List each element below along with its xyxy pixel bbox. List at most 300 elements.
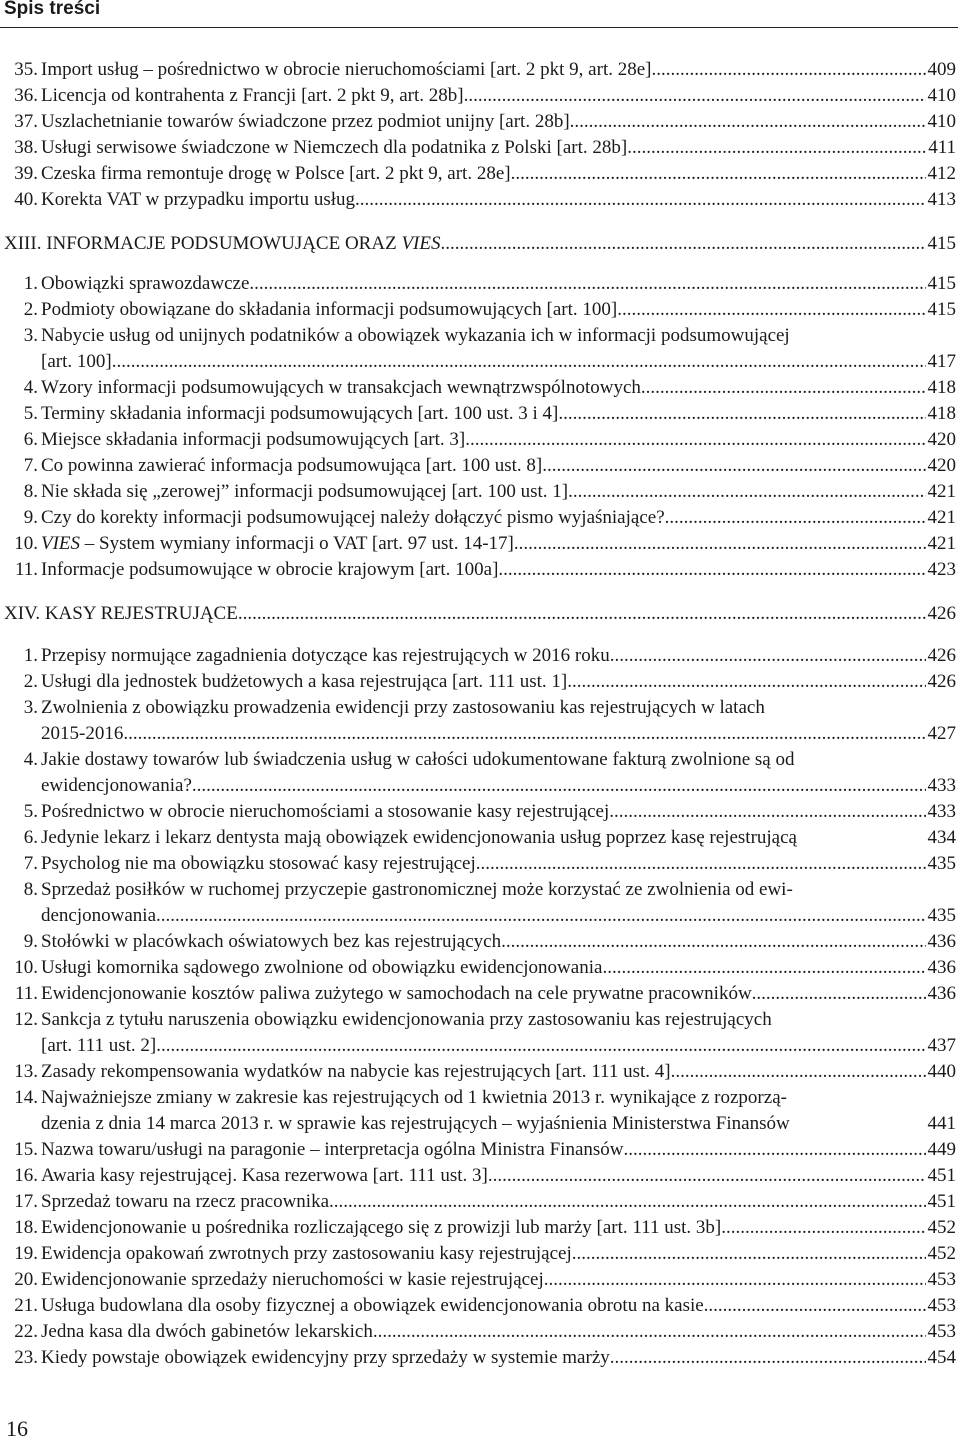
toc-page-number: 436 [927, 931, 956, 952]
toc-entry-title-text: Miejsce składania informacji podsumowujących [art. 3] [41, 429, 466, 450]
toc-entry[interactable] [0, 1189, 956, 1215]
toc-entry-body [41, 1111, 956, 1137]
toc-entry-number: 10. [14, 957, 38, 978]
dot-leader [572, 1241, 926, 1267]
toc-entry-title [41, 669, 567, 695]
toc-entry-title [41, 1215, 721, 1241]
toc-entry-body [41, 1085, 956, 1111]
toc-entry-title-text: ewidencjonowania? [41, 775, 192, 796]
toc-entry-title-text: Uszlachetnianie towarów świadczone przez podmiot unijny [art. 28b] [41, 111, 570, 132]
toc-page-number: 413 [927, 189, 956, 210]
toc-entry[interactable] [0, 773, 956, 799]
toc-entry[interactable] [0, 981, 956, 1007]
toc-entry-body [41, 187, 956, 213]
toc-entry[interactable] [0, 877, 956, 903]
dot-leader [704, 1293, 926, 1319]
toc-entry-number: 5. [23, 403, 38, 424]
toc-page-number: 421 [927, 507, 956, 528]
running-header [0, 0, 958, 28]
toc-entry[interactable] [0, 929, 956, 955]
toc-entry[interactable] [0, 427, 956, 453]
toc-page-number: 415 [927, 273, 956, 294]
toc-entry-number: 40. [14, 189, 38, 210]
leader-spacer [790, 1111, 926, 1137]
toc-entry-number: 14. [14, 1087, 38, 1108]
toc-entry-number: 36. [14, 85, 38, 106]
toc-entry-body [41, 1215, 956, 1241]
toc-entry-title [41, 1059, 671, 1085]
toc-entry-number: 8. [23, 879, 38, 900]
toc-entry-title [41, 505, 665, 531]
toc-entry-body [41, 401, 956, 427]
toc-entry[interactable] [0, 1345, 956, 1371]
toc-entry[interactable] [0, 1293, 956, 1319]
toc-entry-title [41, 877, 793, 903]
toc-page-number: 435 [927, 905, 956, 926]
toc-page-number: 412 [927, 163, 956, 184]
toc-entry-body [41, 1345, 956, 1371]
toc-entry-title [41, 1241, 572, 1267]
toc-entry[interactable] [0, 825, 956, 851]
toc-entry-title [41, 1345, 610, 1371]
toc-entry-title [41, 747, 794, 773]
toc-entry-title [4, 601, 238, 627]
toc-entry-number: 2. [23, 299, 38, 320]
toc-entry-body [41, 773, 956, 799]
toc-entry-title-text: Psycholog nie ma obowiązku stosować kasy rejestrującej [41, 853, 476, 874]
toc-entry-title [41, 453, 542, 479]
toc-entry-title [41, 1033, 156, 1059]
toc-entry-title-text: Nazwa towaru/usługi na paragonie – interpretacja ogólna Ministra Finansów [41, 1139, 624, 1160]
dot-leader [542, 453, 925, 479]
toc-entry-title-text: dencjonowania [41, 905, 157, 926]
dot-leader [721, 1215, 925, 1241]
toc-entry-title [41, 349, 112, 375]
toc-page-number: 426 [927, 671, 956, 692]
toc-entry[interactable] [0, 1033, 956, 1059]
toc-page-number: 410 [927, 85, 956, 106]
toc-entry-title-text: Licencja od kontrahenta z Francji [art. 2 pkt 9, art. 28b] [41, 85, 464, 106]
toc-entry-number: 3. [23, 325, 38, 346]
toc-entry-number: 6. [23, 429, 38, 450]
toc-entry-title [41, 799, 609, 825]
toc-entry[interactable] [0, 1241, 956, 1267]
toc-entry-title-text: Import usług – pośrednictwo w obrocie nieruchomościami [art. 2 pkt 9, art. 28e] [41, 59, 652, 80]
toc-entry[interactable] [0, 375, 956, 401]
dot-leader [610, 1345, 926, 1371]
dot-leader [156, 1033, 925, 1059]
toc-entry-title [41, 83, 464, 109]
toc-entry-number: 7. [23, 853, 38, 874]
dot-leader [476, 851, 926, 877]
toc-page-number: 427 [927, 723, 956, 744]
toc-entry-body [41, 161, 956, 187]
toc-entry-title-text: 2015-2016 [41, 723, 124, 744]
toc-entry-title-text: Najważniejsze zmiany w zakresie kas rejestrujących od 1 kwietnia 2013 r. wynikające z rozporzą- [41, 1087, 787, 1108]
dot-leader [156, 903, 925, 929]
dot-leader [488, 1163, 926, 1189]
dot-leader [192, 773, 926, 799]
toc-entry[interactable] [0, 323, 956, 349]
toc-entry-title-text: Terminy składania informacji podsumowujących [art. 100 ust. 3 i 4] [41, 403, 559, 424]
toc-entry[interactable] [0, 479, 956, 505]
dot-leader [511, 161, 926, 187]
toc-entry-number: 39. [14, 163, 38, 184]
toc-entry-title-text: Jedynie lekarz i lekarz dentysta mają obowiązek ewidencjonowania usług poprzez kasę rejestrującą [41, 827, 797, 848]
toc-entry-body [41, 1007, 956, 1033]
toc-entry-title [41, 135, 627, 161]
toc-entry-title-text: dzenia z dnia 14 marca 2013 r. w sprawie kas rejestrujących – wyjaśnienia Ministerstwa Finansów [41, 1113, 790, 1134]
toc-entry-body [41, 557, 956, 583]
toc-entry-number: 11. [14, 559, 38, 580]
toc-entry[interactable] [0, 161, 956, 187]
toc-entry-body [41, 1267, 956, 1293]
toc-entry-body [4, 231, 956, 257]
toc-entry-body [41, 721, 956, 747]
toc-entry-title-text: Sankcja z tytułu naruszenia obowiązku ewidencjonowania przy zastosowaniu kas rejestrujących [41, 1009, 772, 1030]
toc-entry-title [41, 1293, 704, 1319]
toc-entry-title-text: Awaria kasy rejestrującej. Kasa rezerwowa [art. 111 ust. 3] [41, 1165, 488, 1186]
toc-entry-title-text: XIV. KASY REJESTRUJĄCE [4, 603, 238, 624]
toc-entry[interactable] [0, 187, 956, 213]
toc-entry[interactable] [0, 1007, 956, 1033]
toc-entry-number: 5. [23, 801, 38, 822]
toc-entry[interactable] [0, 903, 956, 929]
dot-leader [329, 1189, 925, 1215]
toc-entry-body [41, 851, 956, 877]
toc-entry-title-text: Przepisy normujące zagadnienia dotyczące kas rejestrujących w 2016 roku [41, 645, 610, 666]
toc-entry[interactable] [0, 1085, 956, 1111]
toc-entry-body [41, 981, 956, 1007]
toc-entry-number: 8. [23, 481, 38, 502]
toc-entry-body [41, 1163, 956, 1189]
toc-entry-title [41, 721, 123, 747]
toc-entry-title-text: Podmioty obowiązane do składania informacji podsumowujących [art. 100] [41, 299, 618, 320]
toc-page-number: 441 [927, 1113, 956, 1134]
toc-entry[interactable] [0, 851, 956, 877]
toc-entry-body [41, 747, 956, 773]
toc-entry-title [41, 695, 765, 721]
toc-page-number: 449 [927, 1139, 956, 1160]
dot-leader [373, 1319, 926, 1345]
toc-entry-title-text: Kiedy powstaje obowiązek ewidencyjny przy sprzedaży w systemie marży [41, 1347, 610, 1368]
toc-entry-number: 17. [14, 1191, 38, 1212]
dot-leader [627, 135, 926, 161]
toc-entry-title [41, 955, 602, 981]
toc-entry-title-text: Nabycie usług od unijnych podatników a obowiązek wykazania ich w informacji podsumowującej [41, 325, 790, 346]
toc-entry[interactable] [0, 643, 956, 669]
toc-entry-body [41, 1189, 956, 1215]
toc-entry[interactable] [0, 721, 956, 747]
toc-entry-body [41, 505, 956, 531]
dot-leader [752, 981, 926, 1007]
toc-page-number: 453 [927, 1269, 956, 1290]
toc-entry-title [41, 57, 652, 83]
toc-page-number: 426 [927, 603, 956, 624]
toc-entry-body [41, 1241, 956, 1267]
toc-page-number: 451 [927, 1191, 956, 1212]
toc-entry-title [41, 187, 355, 213]
toc-entry[interactable] [0, 531, 956, 557]
toc-entry-number: 18. [14, 1217, 38, 1238]
toc-entry-title [41, 427, 465, 453]
toc-page-number: 452 [927, 1243, 956, 1264]
toc-page-number: 440 [927, 1061, 956, 1082]
toc-entry-title-text: Czeska firma remontuje drogę w Polsce [art. 2 pkt 9, art. 28e] [41, 163, 511, 184]
toc-entry-title [41, 109, 570, 135]
toc-page-number: 437 [927, 1035, 956, 1056]
toc-entry-number: 4. [23, 749, 38, 770]
toc-entry-title-text: XIII. INFORMACJE PODSUMOWUJĄCE ORAZ [4, 233, 402, 254]
toc-entry[interactable] [0, 669, 956, 695]
toc-page-number: 421 [927, 533, 956, 554]
toc-entry-body [41, 799, 956, 825]
toc-entry-title-text: Informacje podsumowujące w obrocie krajowym [art. 100a] [41, 559, 499, 580]
toc-page-number: 453 [927, 1295, 956, 1316]
dot-leader [238, 601, 926, 627]
dot-leader [568, 479, 925, 505]
toc-entry-title-italic: VIES [41, 533, 81, 554]
toc-entry[interactable] [0, 1319, 956, 1345]
toc-entry-title-text: – System wymiany informacji o VAT [art. 97 ust. 14-17] [80, 533, 514, 554]
toc-entry-title [41, 773, 192, 799]
toc-entry-number: 20. [14, 1269, 38, 1290]
toc-page-number: 410 [927, 111, 956, 132]
toc-entry-body [41, 1319, 956, 1345]
toc-page-number: 453 [927, 1321, 956, 1342]
toc-entry[interactable] [0, 83, 956, 109]
toc-entry-title-text: Usługi komornika sądowego zwolnione od obowiązku ewidencjonowania [41, 957, 603, 978]
toc-entry-body [41, 109, 956, 135]
toc-entry-body [41, 643, 956, 669]
toc-entry-body [41, 349, 956, 375]
toc-entry-title-text: Obowiązki sprawozdawcze [41, 273, 250, 294]
dot-leader [465, 427, 925, 453]
toc-entry-title-text: Ewidencjonowanie kosztów paliwa zużytego w samochodach na cele prywatne pracowników [41, 983, 752, 1004]
dot-leader [123, 721, 925, 747]
toc-entry-title [41, 825, 797, 851]
toc-entry-title [41, 1319, 373, 1345]
toc-entry-body [41, 297, 956, 323]
toc-entry-title [41, 479, 568, 505]
toc-page-number: 433 [927, 775, 956, 796]
toc-entry[interactable] [0, 1137, 956, 1163]
toc-entry-number: 16. [14, 1165, 38, 1186]
toc-entry-title-text: Usługi dla jednostek budżetowych a kasa rejestrująca [art. 111 ust. 1] [41, 671, 568, 692]
toc-entry-body [41, 695, 956, 721]
toc-entry-number: 22. [14, 1321, 38, 1342]
toc-entry-title [4, 231, 440, 257]
toc-entry-title-text: Ewidencja opakowań zwrotnych przy zastosowaniu kasy rejestrującej [41, 1243, 572, 1264]
toc-entry[interactable] [0, 557, 956, 583]
toc-entry-number: 15. [14, 1139, 38, 1160]
toc-entry-body [41, 83, 956, 109]
toc-entry-body [41, 669, 956, 695]
dot-leader [498, 557, 925, 583]
dot-leader [570, 109, 926, 135]
toc-entry-title-text: Nie składa się „zerowej” informacji podsumowującej [art. 100 ust. 1] [41, 481, 569, 502]
toc-entry-number: 23. [14, 1347, 38, 1368]
toc-page-number: 415 [927, 233, 956, 254]
dot-leader [464, 83, 926, 109]
toc-entry-body [41, 453, 956, 479]
toc-entry-body [41, 877, 956, 903]
toc-entry-number: 1. [23, 645, 38, 666]
toc-entry-title-italic: VIES [401, 233, 441, 254]
toc-entry-title-text: Wzory informacji podsumowujących w transakcjach wewnątrzwspólnotowych [41, 377, 641, 398]
toc-entry[interactable] [0, 401, 956, 427]
toc-entry-number: 9. [23, 507, 38, 528]
toc-entry-title [41, 643, 610, 669]
toc-entry-title [41, 1085, 787, 1111]
toc-entry-body [41, 479, 956, 505]
toc-entry-title [41, 851, 476, 877]
toc-entry[interactable] [0, 955, 956, 981]
toc-entry[interactable] [0, 1059, 956, 1085]
toc-page-number: 418 [927, 377, 956, 398]
toc-entry-title [41, 1163, 488, 1189]
toc-section-heading[interactable] [0, 601, 956, 627]
toc-entry[interactable] [0, 297, 956, 323]
toc-entry-title-text: Jakie dostawy towarów lub świadczenia usług w całości udokumentowane fakturą zwolnione są od [41, 749, 795, 770]
toc-entry-title-text: Jedna kasa dla dwóch gabinetów lekarskich [41, 1321, 373, 1342]
toc-entry-number: 10. [14, 533, 38, 554]
toc-entry-title [41, 297, 617, 323]
toc-entry-body [41, 903, 956, 929]
toc-entry[interactable] [0, 799, 956, 825]
dot-leader [112, 349, 926, 375]
toc-entry-title-text: Ewidencjonowanie sprzedaży nieruchomości w kasie rejestrującej [41, 1269, 544, 1290]
dot-leader [641, 375, 926, 401]
toc-entry-title [41, 903, 156, 929]
toc-entry-title [41, 531, 514, 557]
toc-entry-title [41, 1267, 544, 1293]
toc-entry-title-text: Co powinna zawierać informacja podsumowująca [art. 100 ust. 8] [41, 455, 543, 476]
toc-entry-title [41, 981, 752, 1007]
toc-entry-body [41, 57, 956, 83]
toc-entry[interactable] [0, 57, 956, 83]
toc-entry-number: 21. [14, 1295, 38, 1316]
toc-section-heading[interactable] [0, 231, 956, 257]
toc-entry-number: 38. [14, 137, 38, 158]
toc-entry-title [41, 401, 558, 427]
dot-leader [652, 57, 926, 83]
toc-entry-title [41, 375, 641, 401]
toc-entry-body [41, 375, 956, 401]
toc-page-number: 451 [927, 1165, 956, 1186]
toc-entry-title [41, 1007, 772, 1033]
toc-entry-title [41, 161, 511, 187]
toc-entry[interactable] [0, 109, 956, 135]
toc-entry-title-text: Usługa budowlana dla osoby fizycznej a obowiązek ewidencjonowania obrotu na kasie [41, 1295, 704, 1316]
dot-leader [501, 929, 925, 955]
toc-page-number: 415 [927, 299, 956, 320]
toc-entry-body [41, 531, 956, 557]
toc-page-number: 417 [927, 351, 956, 372]
toc-entry-body [41, 825, 956, 851]
toc-page-number: 420 [927, 429, 956, 450]
toc-entry[interactable] [0, 747, 956, 773]
toc-entry[interactable] [0, 349, 956, 375]
toc-entry[interactable] [0, 1215, 956, 1241]
toc-entry-title [41, 323, 790, 349]
toc-page-number: 434 [927, 827, 956, 848]
toc-entry-body [41, 427, 956, 453]
toc-page-number: 409 [927, 59, 956, 80]
toc-entry-title [41, 1111, 790, 1137]
toc-entry-title-text: Czy do korekty informacji podsumowującej należy dołączyć pismo wyjaśniające? [41, 507, 665, 528]
dot-leader [249, 271, 925, 297]
toc-entry-number: 1. [23, 273, 38, 294]
toc-page-number: 420 [927, 455, 956, 476]
dot-leader [609, 799, 925, 825]
dot-leader [665, 505, 926, 531]
toc-entry-body [41, 929, 956, 955]
dot-leader [558, 401, 925, 427]
toc-entry[interactable] [0, 271, 956, 297]
toc-page-number: 411 [928, 137, 956, 158]
toc-entry-title-text: [art. 100] [41, 351, 112, 372]
toc-entry-body [41, 1033, 956, 1059]
toc-entry-title-text: Korekta VAT w przypadku importu usług [41, 189, 356, 210]
toc-entry-title-text: Sprzedaż towaru na rzecz pracownika [41, 1191, 330, 1212]
toc-entry-body [41, 1293, 956, 1319]
toc-entry-number: 2. [23, 671, 38, 692]
toc-entry-title [41, 271, 249, 297]
toc-entry[interactable] [0, 135, 956, 161]
toc-page-number: 435 [927, 853, 956, 874]
toc-page-number: 433 [927, 801, 956, 822]
toc-page-number: 452 [927, 1217, 956, 1238]
dot-leader [567, 669, 925, 695]
toc-entry-number: 12. [14, 1009, 38, 1030]
dot-leader [617, 297, 925, 323]
toc-entry-number: 3. [23, 697, 38, 718]
dot-leader [602, 955, 925, 981]
leader-spacer [797, 825, 926, 851]
toc-entry-number: 9. [23, 931, 38, 952]
toc-entry-body [4, 601, 956, 627]
toc-entry-body [41, 1059, 956, 1085]
toc-entry-title-text: Sprzedaż posiłków w ruchomej przyczepie gastronomicznej może korzystać ze zwolnienia od ewi- [41, 879, 793, 900]
dot-leader [624, 1137, 926, 1163]
toc-page-number: 426 [927, 645, 956, 666]
toc-entry-number: 11. [14, 983, 38, 1004]
toc-entry-number: 19. [14, 1243, 38, 1264]
toc-entry-number: 6. [23, 827, 38, 848]
toc-entry-title [41, 557, 498, 583]
toc-page-number: 454 [927, 1347, 956, 1368]
toc-entry[interactable] [0, 1111, 956, 1137]
toc-entry-title-text: Usługi serwisowe świadczone w Niemczech dla podatnika z Polski [art. 28b] [41, 137, 628, 158]
toc-entry-title-text: Pośrednictwo w obrocie nieruchomościami a stosowanie kasy rejestrującej [41, 801, 610, 822]
toc-entry[interactable] [0, 1267, 956, 1293]
toc-entry[interactable] [0, 695, 956, 721]
toc-entry[interactable] [0, 505, 956, 531]
toc-page-number: 418 [927, 403, 956, 424]
dot-leader [440, 231, 925, 257]
toc-entry-title-text: Zwolnienia z obowiązku prowadzenia ewidencji przy zastosowaniu kas rejestrujących w latach [41, 697, 765, 718]
dot-leader [514, 531, 926, 557]
dot-leader [544, 1267, 926, 1293]
toc-entry-title [41, 1189, 329, 1215]
toc-page-number: 423 [927, 559, 956, 580]
toc-entry-number: 37. [14, 111, 38, 132]
toc-entry[interactable] [0, 453, 956, 479]
toc-entry-title [41, 929, 501, 955]
toc-entry[interactable] [0, 1163, 956, 1189]
dot-leader [610, 643, 926, 669]
